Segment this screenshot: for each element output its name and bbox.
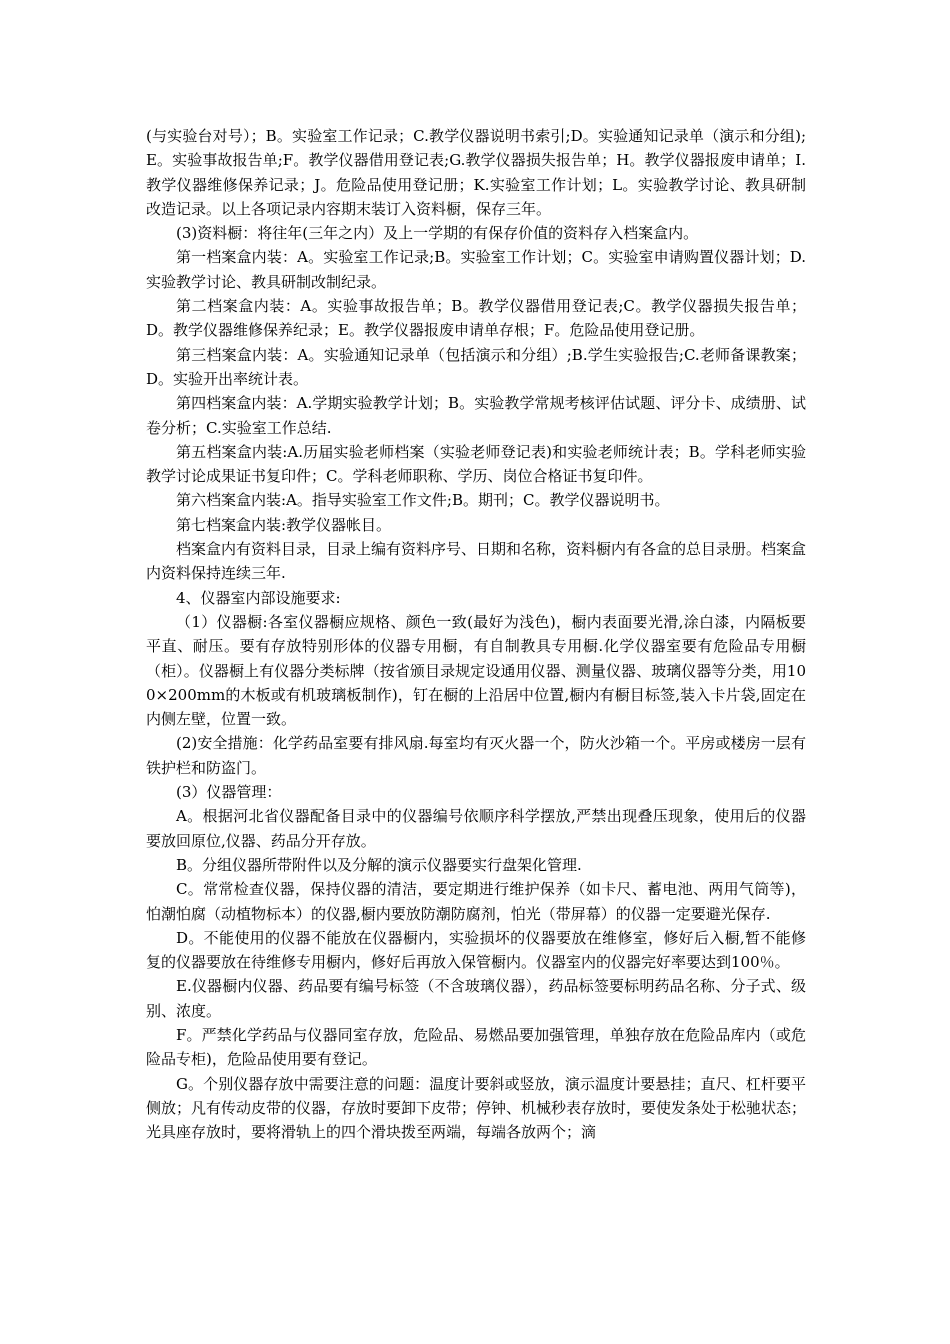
paragraph-20: F。严禁化学药品与仪器同室存放，危险品、易燃品要加强管理，单独存放在危险品库内（或危险品专柜)，危险品使用要有登记。	[146, 1025, 806, 1069]
document-body	[146, 124, 806, 1144]
paragraph-12: （1）仪器橱:各室仪器橱应规格、颜色一致(最好为浅色)，橱内表面要光滑,涂白漆，内隔板要平直、耐压。要有存放特别形体的仪器专用橱，有自制教具专用橱.化学仪器室要有危险品专用橱（柜）。仪器橱上有仪器分类标牌（按省颁目录规定设通用仪器、测量仪器、玻璃仪器等分类，用100×200mm的木板或有机玻璃板制作)，钉在橱的上沿居中位置,橱内有橱目标签,装入卡片袋,固定在内侧左壁，位置一致。	[146, 612, 806, 729]
paragraph-15: A。根据河北省仪器配备目录中的仪器编号依顺序科学摆放,严禁出现叠压现象，使用后的仪器要放回原位,仪器、药品分开存放。	[146, 807, 806, 850]
paragraph-21: G。个别仪器存放中需要注意的问题：温度计要斜或竖放，演示温度计要悬挂；直尺、杠杆要平侧放；凡有传动皮带的仪器，存放时要卸下皮带；停钟、机械秒表存放时，要使发条处于松驰状态；光具座存放时，要将滑轨上的四个滑块拨至两端，每端各放两个；滴	[146, 1074, 807, 1142]
paragraph-4: 第二档案盒内装：A。实验事故报告单；B。教学仪器借用登记表;C。教学仪器损失报告单；D。教学仪器维修保养纪录；E。教学仪器报废申请单存根；F。危险品使用登记册。	[146, 297, 806, 340]
paragraph-6: 第四档案盒内装：A.学期实验教学计划；B。实验教学常规考核评估试题、评分卡、成绩册、试卷分析；C.实验室工作总结.	[146, 394, 806, 437]
paragraph-2: (3)资料橱：将往年(三年之内）及上一学期的有保存价值的资料存入档案盒内。	[176, 224, 699, 243]
paragraph-7: 第五档案盒内装:A.历届实验老师档案（实验老师登记表)和实验老师统计表；B。学科老师实验教学讨论成果证书复印件；C。学科老师职称、学历、岗位合格证书复印件。	[146, 442, 806, 486]
paragraph-9: 第七档案盒内装:教学仪器帐目。	[176, 515, 392, 534]
paragraph-17: C。常常检查仪器，保持仪器的清洁，要定期进行维护保养（如卡尺、蓄电池、两用气筒等)，怕潮怕腐（动植物标本）的仪器,橱内要放防潮防腐剂，怕光（带屏幕）的仪器一定要避光保存.	[146, 880, 806, 923]
paragraph-13: (2)安全措施：化学药品室要有排风扇.每室均有灭火器一个，防火沙箱一个。平房或楼房一层有铁护栏和防盗门。	[146, 734, 806, 777]
paragraph-5: 第三档案盒内装：A。实验通知记录单（包括演示和分组）;B.学生实验报告;C.老师备课教案；D。实验开出率统计表。	[146, 345, 806, 388]
paragraph-19: E.仪器橱内仪器、药品要有编号标签（不含玻璃仪器），药品标签要标明药品名称、分子式、级别、浓度。	[146, 977, 806, 1020]
paragraph-3: 第一档案盒内装：A。实验室工作记录;B。实验室工作计划；C。实验室申请购置仪器计划；D.实验教学讨论、教具研制改制纪录。	[146, 248, 806, 291]
paragraph-14: (3）仪器管理：	[176, 783, 282, 802]
paragraph-10: 档案盒内有资料目录，目录上编有资料序号、日期和名称，资料橱内有各盒的总目录册。档案盒内资料保持连续三年.	[146, 540, 807, 583]
paragraph-16: B。分组仪器所带附件以及分解的演示仪器要实行盘架化管理.	[176, 855, 582, 874]
paragraph-8: 第六档案盒内装:A。指导实验室工作文件;B。期刊；C。教学仪器说明书。	[176, 491, 670, 510]
paragraph-11: 4、仪器室内部设施要求:	[176, 588, 341, 607]
paragraph-18: D。不能使用的仪器不能放在仪器橱内，实验损坏的仪器要放在维修室，修好后入橱,暂不能修复的仪器要放在待维修专用橱内，修好后再放入保管橱内。仪器室内的仪器完好率要达到100％。	[146, 928, 806, 972]
paragraph-1: (与实验台对号）；B。实验室工作记录；C.教学仪器说明书索引;D。实验通知记录单（演示和分组);E。实验事故报告单;F。教学仪器借用登记表;G.教学仪器损失报告单；H。教学仪器报废申请单；I.教学仪器维修保养记录；J。危险品使用登记册；K.实验室工作计划；L。实验教学讨论、教具研制改造记录。以上各项记录内容期末装订入资料橱，保存三年。	[146, 127, 806, 218]
